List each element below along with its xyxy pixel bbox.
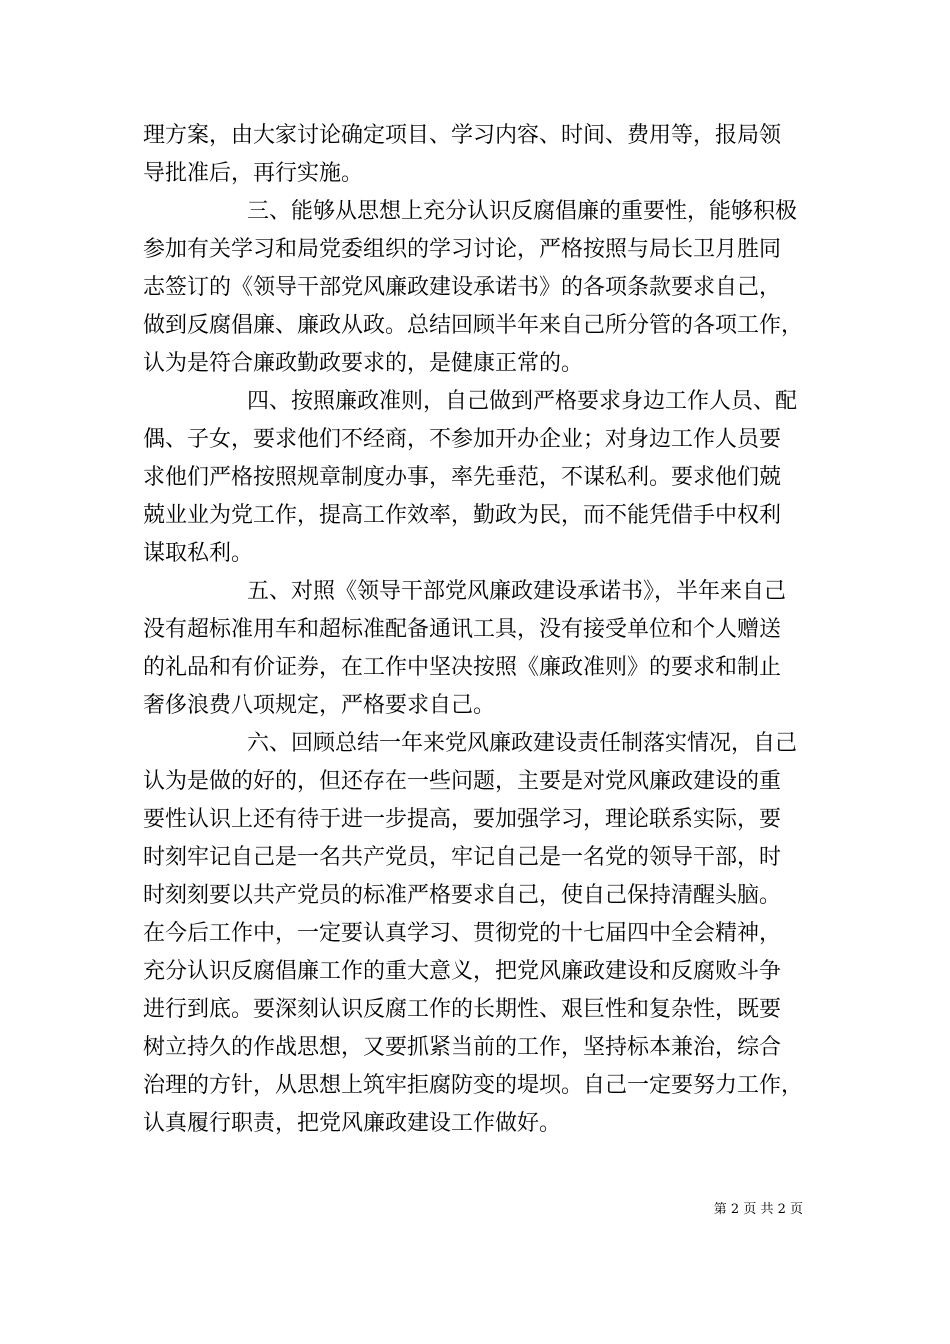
text-line: 偶、子女，要求他们不经商，不参加开办企业；对身边工作人员要: [143, 427, 782, 452]
text-line: 理方案，由大家讨论确定项目、学习内容、时间、费用等，报局领: [143, 123, 782, 148]
text-line: 治理的方针，从思想上筑牢拒腐防变的堤坝。自己一定要努力工作，: [143, 1073, 804, 1098]
text-line: 导批准后，再行实施。: [143, 161, 364, 186]
text-line: 的礼品和有价证券，在工作中坚决按照《廉政准则》的要求和制止: [143, 655, 782, 680]
text-line: 做到反腐倡廉、廉政从政。总结回顾半年来自己所分管的各项工作，: [143, 313, 804, 338]
text-line: 时刻牢记自己是一名共产党员，牢记自己是一名党的领导干部，时: [143, 845, 782, 870]
text-line: 进行到底。要深刻认识反腐工作的长期性、艰巨性和复杂性，既要: [143, 997, 782, 1022]
text-line: 奢侈浪费八项规定，严格要求自己。: [143, 693, 496, 718]
body-text: [143, 117, 823, 1143]
text-line: 求他们严格按照规章制度办事，率先垂范，不谋私利。要求他们兢: [143, 465, 782, 490]
text-line: 五、对照《领导干部党风廉政建设承诺书》，半年来自己: [247, 579, 787, 604]
text-line: 六、回顾总结一年来党风廉政建设责任制落实情况，自己: [247, 731, 798, 756]
text-line: 认为是符合廉政勤政要求的，是健康正常的。: [143, 351, 584, 376]
text-line: 四、按照廉政准则，自己做到严格要求身边工作人员、配: [247, 389, 798, 414]
text-line: 谋取私利。: [143, 541, 254, 566]
text-line: 充分认识反腐倡廉工作的重大意义，把党风廉政建设和反腐败斗争: [143, 959, 782, 984]
text-line: 志签订的《领导干部党风廉政建设承诺书》的各项条款要求自己，: [143, 275, 782, 300]
text-line: 兢业业为党工作，提高工作效率，勤政为民，而不能凭借手中权利: [143, 503, 782, 528]
text-line: 认真履行职责，把党风廉政建设工作做好。: [143, 1111, 562, 1136]
text-line: 参加有关学习和局党委组织的学习讨论，严格按照与局长卫月胜同: [143, 237, 782, 262]
text-line: 树立持久的作战思想，又要抓紧当前的工作，坚持标本兼治，综合: [143, 1035, 782, 1060]
page-number-footer: 第 2 页 共 2 页: [713, 1202, 803, 1217]
text-line: 在今后工作中，一定要认真学习、贯彻党的十七届四中全会精神，: [143, 921, 782, 946]
text-line: 时刻刻要以共产党员的标准严格要求自己，使自己保持清醒头脑。: [143, 883, 782, 908]
text-line: 三、能够从思想上充分认识反腐倡廉的重要性，能够积极: [247, 199, 798, 224]
text-line: 没有超标准用车和超标准配备通讯工具，没有接受单位和个人赠送: [143, 617, 782, 642]
text-line: 认为是做的好的，但还存在一些问题，主要是对党风廉政建设的重: [143, 769, 782, 794]
text-line: 要性认识上还有待于进一步提高，要加强学习，理论联系实际，要: [143, 807, 782, 832]
